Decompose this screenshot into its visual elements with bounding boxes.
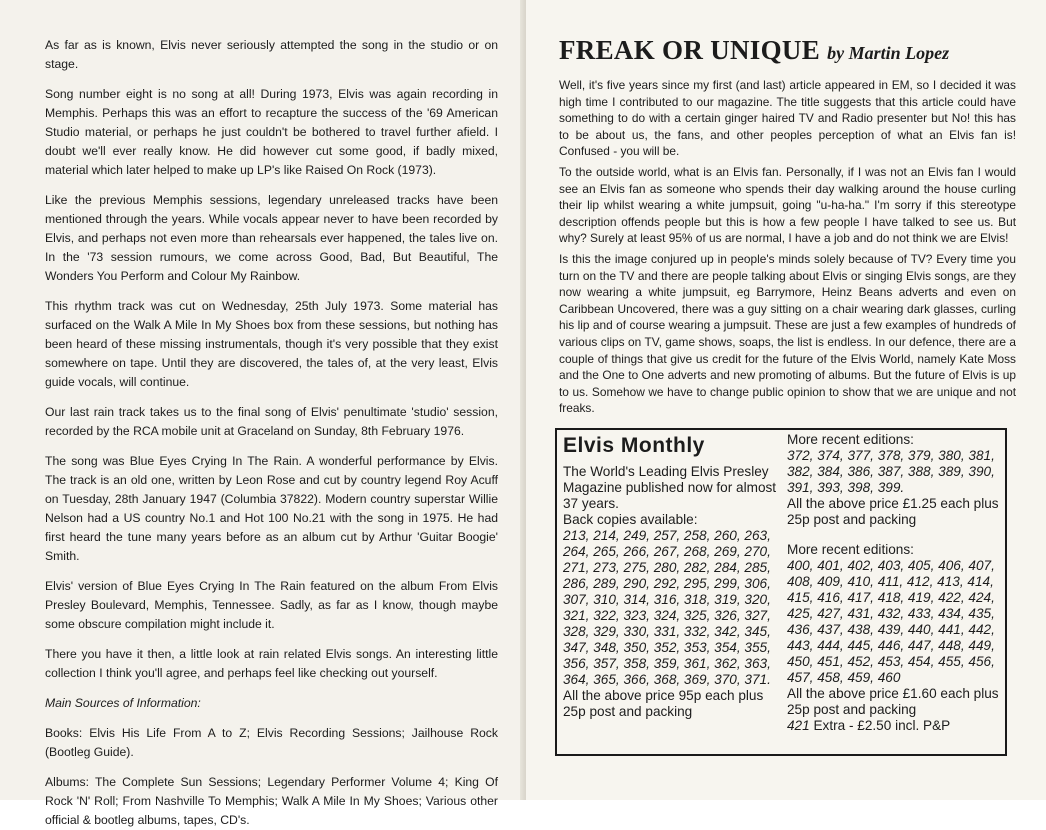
back-copies-issues: 213, 214, 249, 257, 258, 260, 263, 264, 265, 266, 267, 268, 269, 270, 271, 273, 275, 280, 282, 284, 285, 286, 289, 290, 292, 295, 299, 306, 307, 310, 314, 316, 318, 319, 320, 321, 322, 323, 324, 325, 326, 327, 328, 329, 330, 331, 332, 342, 345, 347, 348, 350, 352, 353, 354, 355, 356, 357, 358, 359, 361, 362, 363, 364, 365, 366, 368, 369, 370, 371.: [563, 528, 771, 687]
article-byline: by Martin Lopez: [827, 43, 950, 63]
back-copies-price: All the above price 95p each plus 25p post and packing: [563, 688, 764, 719]
recent-editions-2-price: All the above price £1.60 each plus 25p post and packing: [787, 686, 999, 717]
left-paragraph-8: There you have it then, a little look at rain related Elvis songs. An interesting little collection I think you'll agree, and perhaps feel like checking out yourself.: [45, 647, 498, 680]
sources-books: Books: Elvis His Life From A to Z; Elvis Recording Sessions; Jailhouse Rock (Bootleg Guide).: [45, 726, 498, 759]
left-paragraph-4: This rhythm track was cut on Wednesday, 25th July 1973. Some material has surfaced on the Walk A Mile In My Shoes box from these sessions, but nothing has been heard of these missing instrumentals, though it's very possible that they exist somewhere on tape. Until they are discovered, the tales of, at the very least, Elvis guide vocals, will continue.: [45, 299, 498, 389]
right-paragraph-2: To the outside world, what is an Elvis fan. Personally, if I was not an Elvis fan I would see an Elvis fan as someone who spends their day walking around the house curling their lip whilst wearing a white jumpsuit, going "u-ha-ha." I'm sorry if this stereotype description offends people but this is how a few people I have talked to see us. But why? Surely at least 95% of us are normal, I have a job and do not think we are Elvis!: [559, 164, 1016, 246]
article-title: [559, 34, 1016, 69]
advert-title: Elvis Monthly: [563, 434, 705, 457]
left-paragraph-2: Song number eight is no song at all! During 1973, Elvis was again recording in Memphis. Perhaps this was an effort to recapture the success of the '69 American Studio material, or perhaps he just couldn't be bothered to travel further afield. I doubt we'll ever really know. He did however cut some good, if badly mixed, material which later helped to make up LP's like Raised On Rock (1973).: [45, 87, 498, 177]
advert-spacer: [787, 528, 1003, 542]
recent-editions-1-issues: 372, 374, 377, 378, 379, 380, 381, 382, 384, 386, 387, 388, 389, 390, 391, 393, 398, 399.: [787, 448, 995, 495]
right-paragraph-3: Is this the image conjured up in people's minds solely because of TV? Every time you turn on the TV and there are people talking about Elvis or singing Elvis songs, are they now wearing a white jumpsuit, eg Barrymore, Heinz Beans adverts and even on Caribbean Uncovered, there was a guy sitting on a chair wearing dark glasses, curling his lip and of course wearing a jumpsuit. These are just a few examples of hundreds of various clips on TV, game shows, soaps, the list is endless. In our defence, there are a couple of things that give us credit for the future of the Elvis World, namely Kate Moss and the One to One adverts and new promoting of albums. But the future of Elvis is up to us. Somehow we have to change public opinion to show that we are unique and not freaks.: [559, 251, 1016, 416]
right-paragraph-1: Well, it's five years since my first (and last) article appeared in EM, so I decided it was high time I contributed to our magazine. The title suggests that this article could have something to do with a certain ginger haired TV and Radio presenter but No! this has to be about us, the fans, and other peoples perception of what an Elvis fan is! Confused - you will be.: [559, 78, 1016, 159]
advert-right-column: [787, 432, 1003, 734]
article-title-text: FREAK OR UNIQUE: [559, 35, 821, 65]
left-paragraph-1: As far as is known, Elvis never seriously attempted the song in the studio or on stage.: [45, 38, 498, 71]
sources-albums: Albums: The Complete Sun Sessions; Legendary Performer Volume 4; King Of Rock 'N' Roll; From Nashville To Memphis; Walk A Mile In My Shoes; Various other official & bootleg albums, tapes, CD's.: [45, 775, 498, 827]
left-paragraph-5: Our last rain track takes us to the final song of Elvis' penultimate 'studio' session, recorded by the RCA mobile unit at Graceland on Sunday, 8th February 1976.: [45, 405, 498, 438]
elvis-monthly-advert: [555, 428, 1007, 756]
extra-issue-text: Extra - £2.50 incl. P&P: [813, 718, 951, 733]
left-paragraph-3: Like the previous Memphis sessions, legendary unreleased tracks have been mentioned through the years. While vocals appear never to have been recorded by Elvis, and perhaps not even more than rehearsals ever happened, the tales live on. In the '73 session rumours, we come across Good, Bad, But Beautiful, The Wonders You Perform and Colour My Rainbow.: [45, 193, 498, 283]
extra-issue-number: 421: [787, 718, 810, 733]
sources-heading: Main Sources of Information:: [45, 696, 201, 710]
recent-editions-2-label: More recent editions:: [787, 542, 914, 557]
back-copies-label: Back copies available:: [563, 512, 698, 527]
advert-tagline: The World's Leading Elvis Presley Magazine published now for almost 37 years.: [563, 464, 777, 511]
extra-issue-line: [787, 718, 1003, 734]
recent-editions-1-price: All the above price £1.25 each plus 25p post and packing: [787, 496, 999, 527]
recent-editions-2-issues: 400, 401, 402, 403, 405, 406, 407, 408, 409, 410, 411, 412, 413, 414, 415, 416, 417, 418, 419, 422, 424, 425, 427, 431, 432, 433, 434, 435, 436, 437, 438, 439, 440, 441, 442, 443, 444, 445, 446, 447, 448, 449, 450, 451, 452, 453, 454, 455, 456, 457, 458, 459, 460: [787, 558, 995, 685]
recent-editions-1-label: More recent editions:: [787, 432, 914, 447]
left-paragraph-6: The song was Blue Eyes Crying In The Rain. A wonderful performance by Elvis. The track is an old one, written by Leon Rose and cut by country legend Roy Acuff on Tuesday, 28th January 1947 (Columbia 37822). Modern country superstar Willie Nelson had a US country No.1 and Hot 100 No.21 with the song in 1975. He had first heard the tune many years before as an album cut by Arthur 'Guitar Boogie' Smith.: [45, 454, 498, 563]
left-paragraph-7: Elvis' version of Blue Eyes Crying In The Rain featured on the album From Elvis Presley Boulevard, Memphis, Tennessee. Sadly, as far as I know, though maybe some obscure compilation might include it.: [45, 579, 498, 631]
advert-left-column: [563, 432, 781, 720]
